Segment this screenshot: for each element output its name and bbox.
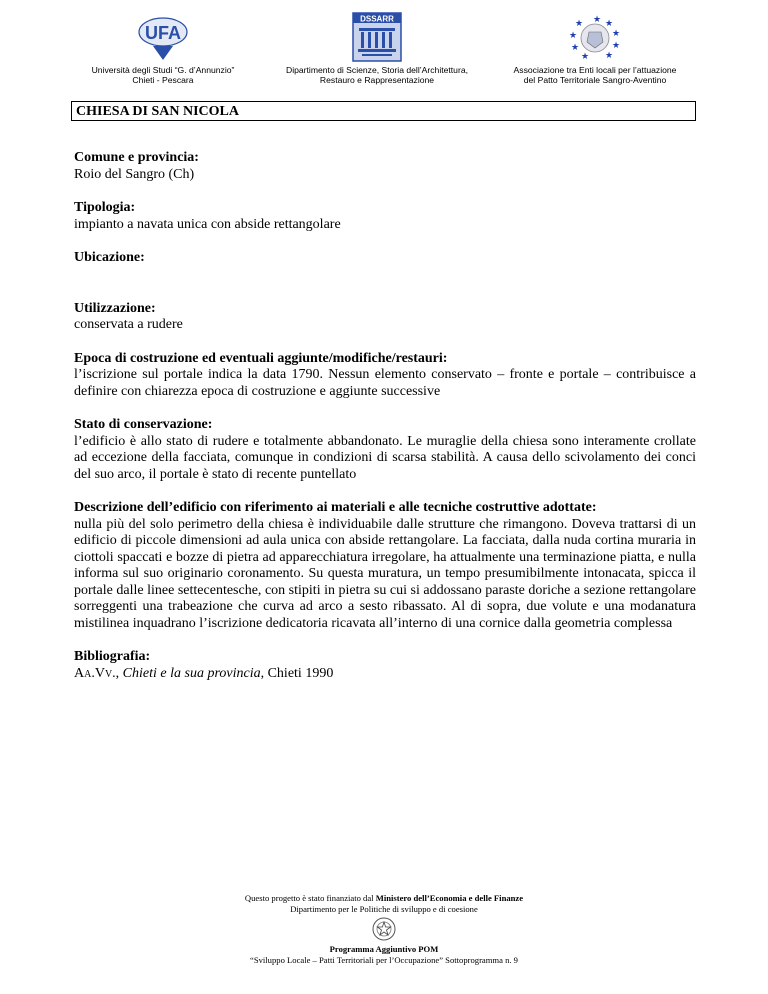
section-heading: Descrizione dell’edificio con riferimento ai materiali e alle tecniche costruttive adottate:: [74, 500, 597, 515]
section-ubicazione: [74, 250, 696, 267]
bibliography-author: Aa.Vv.: [74, 665, 116, 681]
section-heading: Comune e provincia:: [74, 150, 199, 165]
section-heading: Tipologia:: [74, 200, 136, 215]
svg-text:UFA: UFA: [145, 23, 181, 43]
section-text: Roio del Sangro (Ch): [74, 166, 195, 182]
university-logo: [133, 12, 193, 62]
document-body: [74, 150, 696, 699]
section-stato-conservazione: [74, 417, 696, 483]
section-text: l’iscrizione sul portale indica la data 1790. Nessun elemento conservato – fronte e portale – contribuisce a definire con chiarezza epoca di costruzione e aggiunte successive: [74, 367, 696, 399]
section-heading: Utilizzazione:: [74, 300, 156, 316]
italian-republic-emblem-icon: [371, 916, 397, 942]
section-bibliografia: [74, 649, 696, 682]
header-department: [262, 12, 492, 85]
footer-funding-text: Questo progetto è stato finanziato dal: [244, 893, 376, 903]
section-heading: Ubicazione:: [74, 250, 145, 265]
section-heading: Bibliografia:: [74, 649, 151, 664]
section-text: conservata a rudere: [74, 317, 183, 332]
section-epoca: [74, 351, 696, 401]
footer-department-line: Dipartimento per le Politiche di sviluppo e di coesione: [290, 903, 478, 914]
section-descrizione: [74, 500, 696, 632]
document-footer: [0, 893, 768, 965]
bibliography-separator: ,: [115, 665, 123, 681]
bibliography-entry: [74, 666, 696, 683]
section-text: l’edificio è allo stato di rudere e totalmente abbandonato. Le muraglie della chiesa sono interamente crollate ad eccezione della facciata, comunque in condizioni di scarsa stabilità. A causa dello scivolamento dei conci del suo arco, il portale è stato di recente puntellato: [74, 433, 696, 482]
bibliography-title: Chieti e la sua provincia: [122, 665, 261, 681]
svg-text:★: ★: [569, 31, 578, 41]
section-heading: Stato di conservazione:: [74, 417, 213, 432]
association-name-line2: del Patto Territoriale Sangro-Aventino: [523, 75, 667, 85]
section-comune: [74, 150, 696, 183]
association-name: Associazione tra Enti locali per l’attuazione: [513, 65, 677, 75]
header-university: [48, 12, 278, 85]
section-utilizzazione: [74, 301, 696, 334]
bibliography-place-year: , Chieti 1990: [260, 665, 334, 681]
svg-text:★: ★: [605, 19, 614, 29]
section-text: nulla più del solo perimetro della chiesa è individuabile dalle strutture che rimangono. Doveva trattarsi di un edificio di piccole dimensioni ad aula unica con abside rettangolare. La facciata, dalla nuda cortina muraria in ciottoli spaccati e bozze di pietra ad apparecchiatura irregolare, ha attualmente una terminazione piatta, e nulla informa sul suo originario coronamento. Su questa muratura, un tempo presumibilmente intonacata, spicca il portale dalle linee settecentesche, con stipiti in pietra su cui si addossano paraste doriche a sezione rettangolare sorreggenti una trabeazione che curva ad arco a sesto ribassato. Al di sopra, due volute e una modanatura mistilinea inquadrano l’iscrizione dedicatoria ricavata all’interno di una cornice dalla geometria complessa: [74, 516, 696, 631]
svg-text:★: ★: [581, 52, 590, 62]
university-name: Università degli Studi “G. d’Annunzio”: [91, 65, 235, 75]
svg-text:★: ★: [612, 41, 621, 51]
svg-text:★: ★: [593, 15, 602, 25]
department-logo: [352, 12, 402, 62]
section-tipologia: [74, 200, 696, 233]
section-text: impianto a navata unica con abside rettangolare: [74, 216, 341, 232]
svg-text:DSSARR: DSSARR: [360, 14, 394, 24]
svg-text:★: ★: [605, 51, 614, 61]
association-star-logo: [567, 12, 623, 62]
footer-ministry: Ministero dell’Economia e delle Finanze: [375, 893, 524, 903]
department-name-line2: Restauro e Rappresentazione: [319, 75, 435, 85]
svg-text:★: ★: [612, 29, 621, 39]
footer-programme: Programma Aggiuntivo POM: [329, 944, 439, 954]
section-heading: Epoca di costruzione ed eventuali aggiunte/modifiche/restauri:: [74, 350, 448, 366]
department-name: Dipartimento di Scienze, Storia dell’Architettura,: [286, 65, 468, 75]
footer-subprogramme: “Sviluppo Locale – Patti Territoriali per l’Occupazione” Sottoprogramma n. 9: [250, 954, 518, 965]
header-association: [480, 12, 710, 85]
svg-text:★: ★: [571, 43, 580, 53]
document-header: [0, 12, 768, 92]
document-title: CHIESA DI SAN NICOLA: [71, 101, 696, 121]
svg-text:★: ★: [575, 19, 584, 29]
footer-funding-line: [0, 893, 768, 904]
university-city: Chieti - Pescara: [132, 75, 194, 85]
